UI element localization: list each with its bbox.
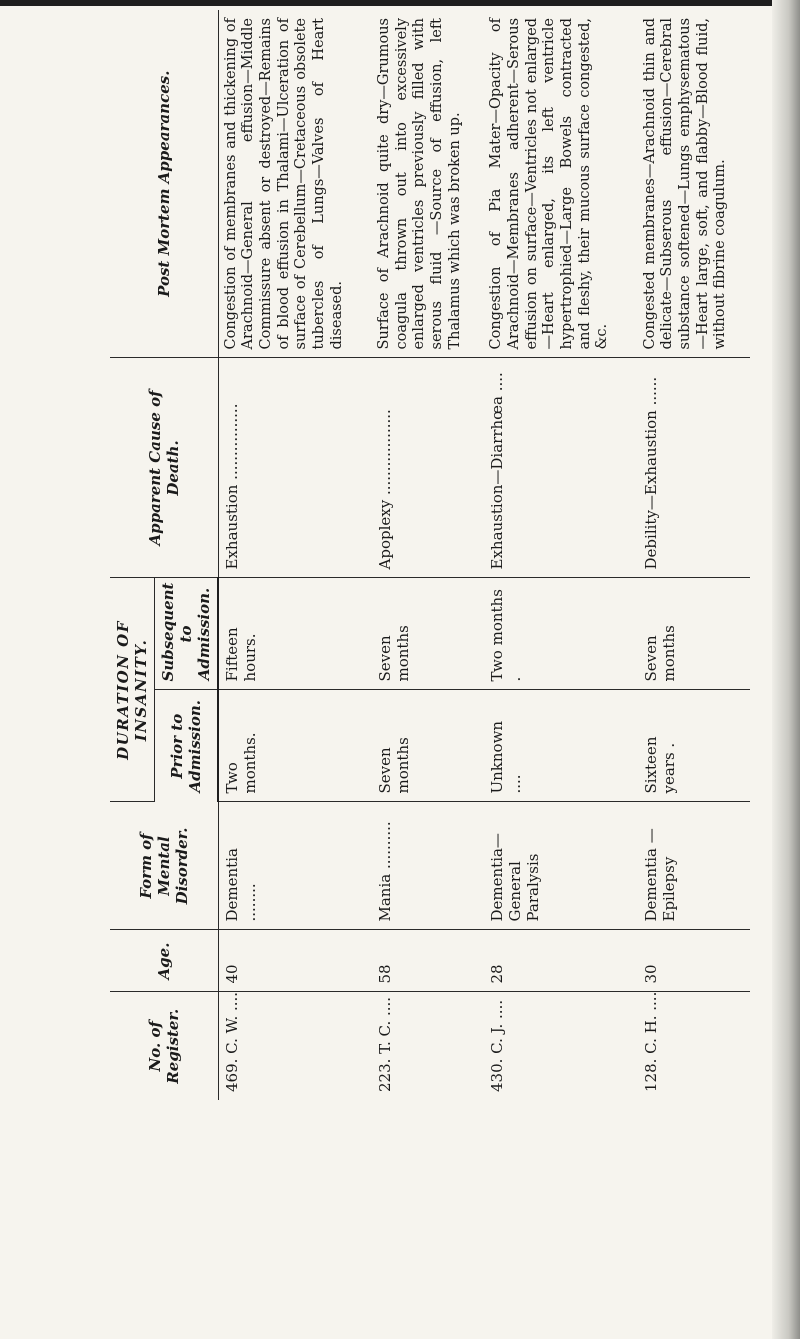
form-cell: Dementia ........ [218,802,372,930]
page-edge-shadow [772,0,800,1339]
form-cell: Dementia—General Paralysis [484,802,637,930]
table-row [218,10,372,1100]
header-apparent-cause-of-death: Apparent Cause of Death. [110,358,218,578]
post-mortem-register-table [110,10,750,1100]
header-duration-of-insanity: DURATION OF INSANITY. [110,578,155,802]
header-age: Age. [110,930,218,992]
cause-cell: Exhaustion ................ [218,358,372,578]
table-row [484,10,637,1100]
header-prior-to-admission: Prior to Admission. [155,690,219,802]
post-mortem-cell: Congested membranes—Arachnoid thin and delicate—Subserous effusion—Cerebral substance softened—Lungs emphysematous—Heart large, soft, and flabby—Blood fluid, without fibrine coagulum. [638,10,750,358]
prior-cell: Seven months [372,690,484,802]
subsequent-cell: Seven months [372,578,484,690]
header-register: No. of Register. [110,992,218,1100]
subsequent-cell: Two months . [484,578,637,690]
prior-cell: Sixteen years . [638,690,750,802]
post-mortem-cell: Congestion of Pia Mater—Opacity of Arachnoid—Membranes adherent—Serous effusion on surface—Ventricles not enlarged—Heart enlarged, its left ventricle hypertrophied—Large Bowels contracted and fleshy, their mucous surface congested, &c. [484,10,637,358]
header-subsequent-to-admission: Subsequent to Admission. [155,578,219,690]
prior-cell: Two months. [218,690,372,802]
cause-cell: Exhaustion—Diarrhœa .... [484,358,637,578]
top-border [0,0,800,6]
age-cell: 40 [218,930,372,992]
header-post-mortem-appearances: Post Mortem Appearances. [110,10,218,358]
register-number: 430. C. J. .... [488,999,507,1092]
age-cell: 30 [638,930,750,992]
age-cell: 58 [372,930,484,992]
age-cell: 28 [484,930,637,992]
form-cell: Dementia — Epilepsy [638,802,750,930]
rotated-table-wrapper [110,10,750,1100]
form-cell: Mania .......... [372,802,484,930]
register-number: 128. C. H. .... [641,991,660,1092]
post-mortem-cell: Surface of Arachnoid quite dry—Grumous coagula thrown out into excessively enlarged ventricles previously filled with serous fluid —Source of effusion, left Thalamus which was broken up. [372,10,484,358]
cause-cell: Apoplexy .................. [372,358,484,578]
register-number: 469. C. W. .... [222,991,241,1092]
header-form-of-mental-disorder: Form of Mental Disorder. [110,802,218,930]
subsequent-cell: Seven months [638,578,750,690]
subsequent-cell: Fifteen hours. [218,578,372,690]
prior-cell: Unknown .... [484,690,637,802]
table-row [372,10,484,1100]
table-row [638,10,750,1100]
post-mortem-cell: Congestion of membranes and thickening of Arachnoid—General effusion—Middle Commissure absent or destroyed—Remains of blood effusion in Thalami—Ulceration of surface of Cerebellum—Cretaceous obsolete tubercles of Lungs—Valves of Heart diseased. [218,10,372,358]
cause-cell: Debility—Exhaustion ...... [638,358,750,578]
register-number: 223. T. C. .... [376,996,395,1092]
